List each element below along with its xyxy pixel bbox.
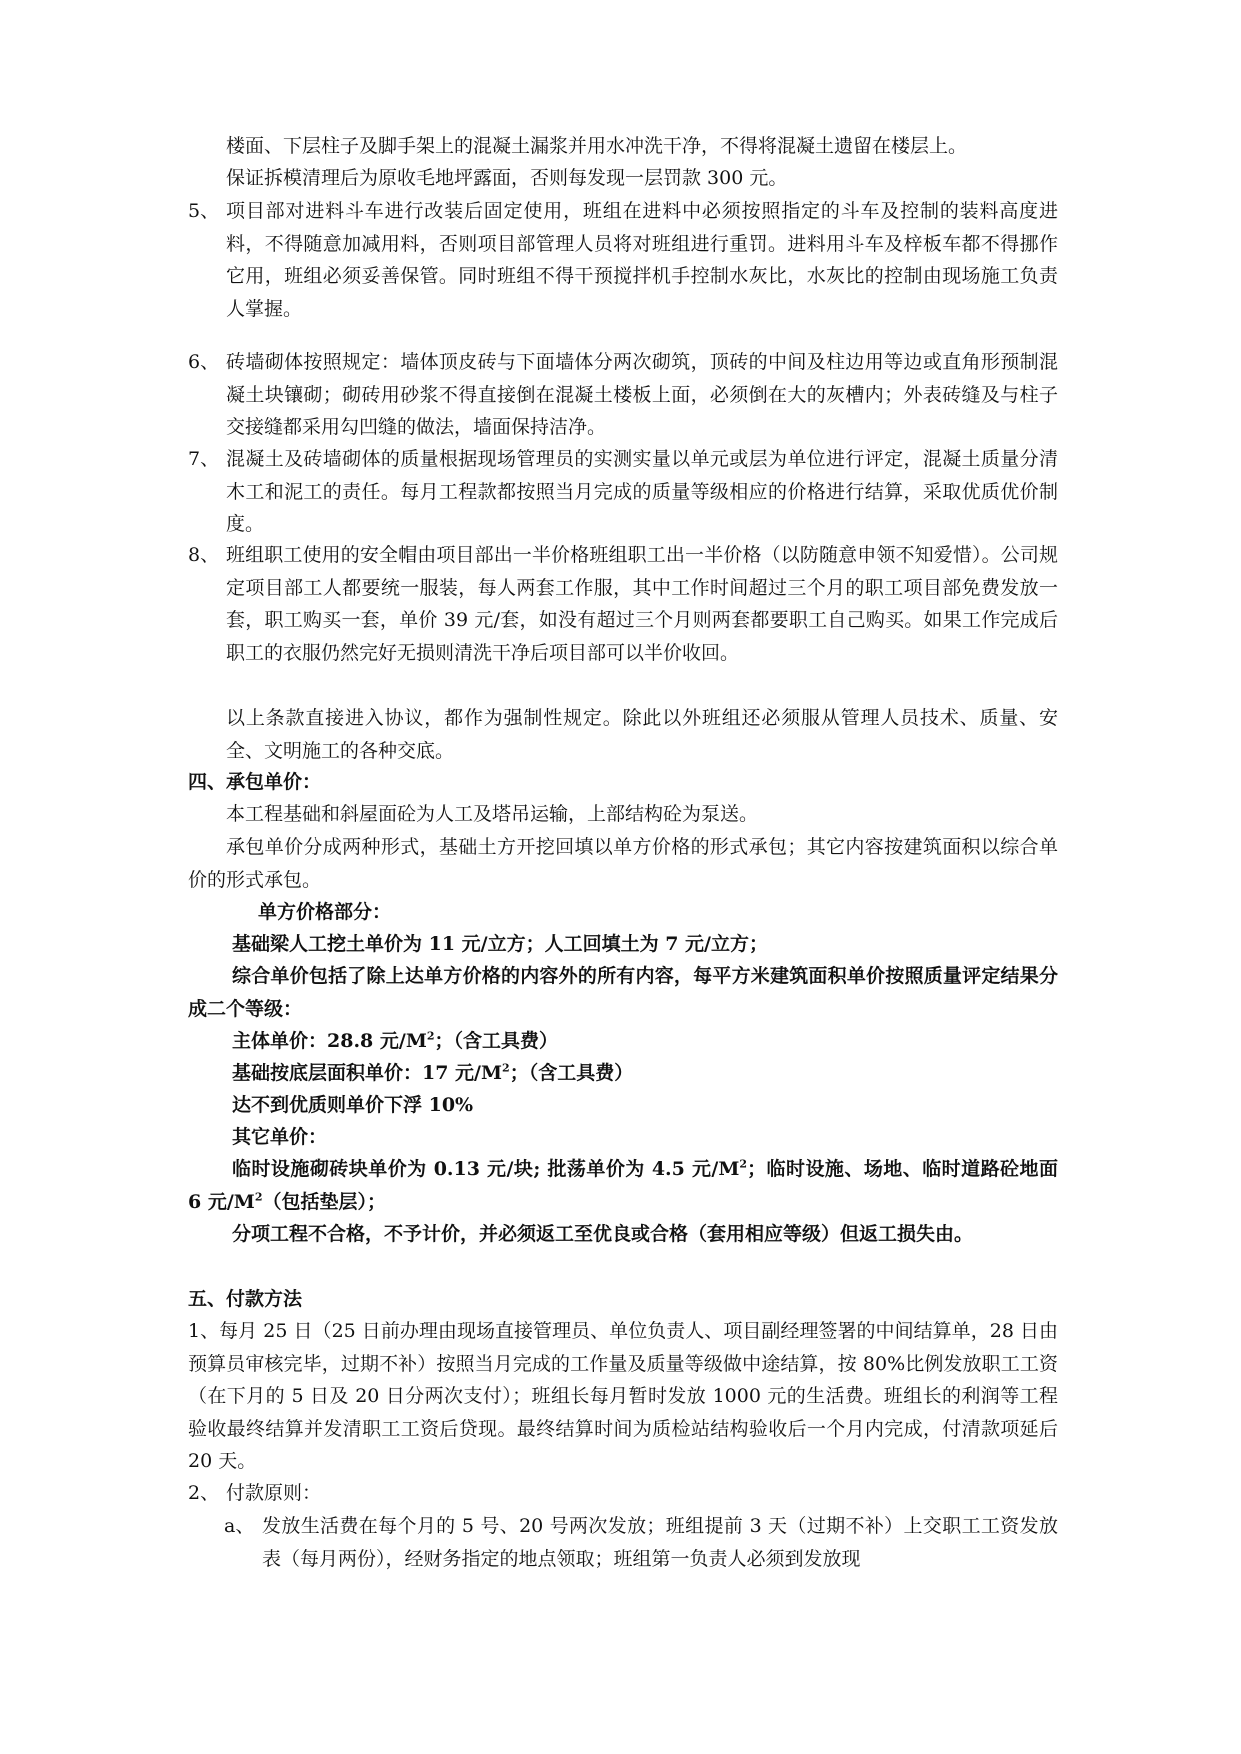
unit-price-heading: 单方价格部分： [258, 901, 392, 923]
superscript-2: 2 [254, 1190, 263, 1204]
clause-number: 5、 [188, 200, 220, 222]
clause-text: 砖墙砌体按照规定：墙体顶皮砖与下面墙体分两次砌筑，顶砖的中间及柱边用等边或直角形预制混凝土块镶砌；砌砖用砂浆不得直接倒在混凝土楼板上面，必须倒在大的灰槽内；外表砖缝及与柱子交接缝都采用勾凹缝的做法，墙面保持洁净。 [226, 351, 1058, 438]
superscript-2: 2 [426, 1029, 435, 1043]
temp-facility-text-c: （包括垫层）； [262, 1190, 386, 1213]
clause-text: 班组职工使用的安全帽由项目部出一半价格班组职工出一半价格（以防随意申领不知爱惜）。公司规定项目部工人都要统一服装，每人两套工作服，其中工作时间超过三个月的职工项目部免费发放一套，职工购买一套，单价 39 元/套，如没有超过三个月则两套都要职工自己购买。如果工作完成后职工的衣服仍然完好无损则清洗干净后项目部可以半价收回。 [226, 544, 1058, 664]
main-price-note: ；（含工具费） [434, 1030, 559, 1052]
clause-text: 项目部对进料斗车进行改装后固定使用，班组在进料中必须按照指定的斗车及控制的装料高度进料，不得随意加减用料，否则项目部管理人员将对班组进行重罚。进料用斗车及梓板车都不得挪作它用，班组必须妥善保管。同时班组不得干预搅拌机手控制水灰比，水灰比的控制由现场施工负责人掌握。 [226, 200, 1058, 320]
payment-sub-item-a [224, 1510, 1058, 1575]
base-price-line [188, 1057, 1058, 1090]
superscript-2: 2 [502, 1061, 510, 1075]
clause-number: 6、 [188, 351, 220, 373]
section-4-heading: 四、承包单价： [188, 771, 322, 793]
clause-number: 8、 [188, 544, 220, 566]
temp-facility-para [188, 1153, 1058, 1218]
unit-price-line: 基础梁人工挖土单价为 11 元/立方；人工回填土为 7 元/立方； [232, 933, 768, 955]
superscript-2: 2 [739, 1157, 748, 1171]
section-5-heading: 五、付款方法 [188, 1288, 303, 1310]
downgrade-line: 达不到优质则单价下浮 10% [232, 1094, 474, 1116]
clause-item-8 [188, 539, 1058, 669]
closing-paragraph: 以上条款直接进入协议，都作为强制性规定。除此以外班组还必须服从管理人员技术、质量、安全、文明施工的各种交底。 [226, 707, 1058, 762]
clause-item-7 [188, 443, 1058, 541]
subproject-para: 分项工程不合格，不予计价，并必须返工至优良或合格（套用相应等级）但返工损失由。 [232, 1223, 974, 1245]
intro-line-2: 保证拆模清理后为原收毛地坪露面，否则每发现一层罚款 300 元。 [226, 167, 788, 189]
clause-number: 7、 [188, 448, 220, 470]
section-4-para-1: 本工程基础和斜屋面砼为人工及塔吊运输，上部结构砼为泵送。 [226, 803, 759, 825]
intro-line-1: 楼面、下层柱子及脚手架上的混凝土漏浆并用水冲洗干净，不得将混凝土遗留在楼层上。 [226, 135, 968, 157]
section-5-para-1: 1、每月 25 日（25 日前办理由现场直接管理员、单位负责人、项目副经理签署的中间结算单，28 日由预算员审核完毕，过期不补）按照当月完成的工作量及质量等级做中途结算，按 80%比例发放职工工资（在下月的 5 日及 20 日分两次支付）；班组长每月暂时发放 1000 元的生活费。班组长的利润等工程验收最终结算并发清职工工资后贷现。最终结算时间为质检站结构验收后一个月内完成，付清款项延后 20 天。 [188, 1320, 1058, 1472]
clause-item-6 [188, 346, 1058, 444]
main-price-text: 主体单价：28.8 元/M [232, 1030, 427, 1052]
temp-facility-text-b: ；临时设施、场地、临时道路砼地面 6 元/M [188, 1158, 1058, 1213]
main-price-line [188, 1025, 1058, 1058]
clause-text: 混凝土及砖墙砌体的质量根据现场管理员的实测实量以单元或层为单位进行评定，混凝土质量分清木工和泥工的责任。每月工程款都按照当月完成的质量等级相应的价格进行结算，采取优质优价制度。 [226, 448, 1058, 535]
composite-price-para: 综合单价包括了除上达单方价格的内容外的所有内容，每平方米建筑面积单价按照质量评定结果分成二个等级： [188, 965, 1058, 1020]
clause-item-5 [188, 195, 1058, 325]
sub-item-letter: a、 [224, 1515, 255, 1537]
other-price-heading: 其它单价： [232, 1126, 328, 1148]
temp-facility-text-a: 临时设施砌砖块单价为 0.13 元/块; 批荡单价为 4.5 元/M [232, 1158, 740, 1180]
payment-principle-item [188, 1477, 1058, 1510]
section-4-para-2: 承包单价分成两种形式，基础土方开挖回填以单方价格的形式承包；其它内容按建筑面积以综合单价的形式承包。 [188, 836, 1058, 891]
sub-item-text: 发放生活费在每个月的 5 号、20 号两次发放；班组提前 3 天（过期不补）上交职工工资发放表（每月两份），经财务指定的地点领取；班组第一负责人必须到发放现 [262, 1515, 1058, 1570]
principle-number: 2、 [188, 1482, 220, 1504]
principle-label: 付款原则： [226, 1482, 322, 1504]
base-price-text: 基础按底层面积单价：17 元/M [232, 1062, 503, 1084]
base-price-note: ；（含工具费） [509, 1062, 634, 1084]
